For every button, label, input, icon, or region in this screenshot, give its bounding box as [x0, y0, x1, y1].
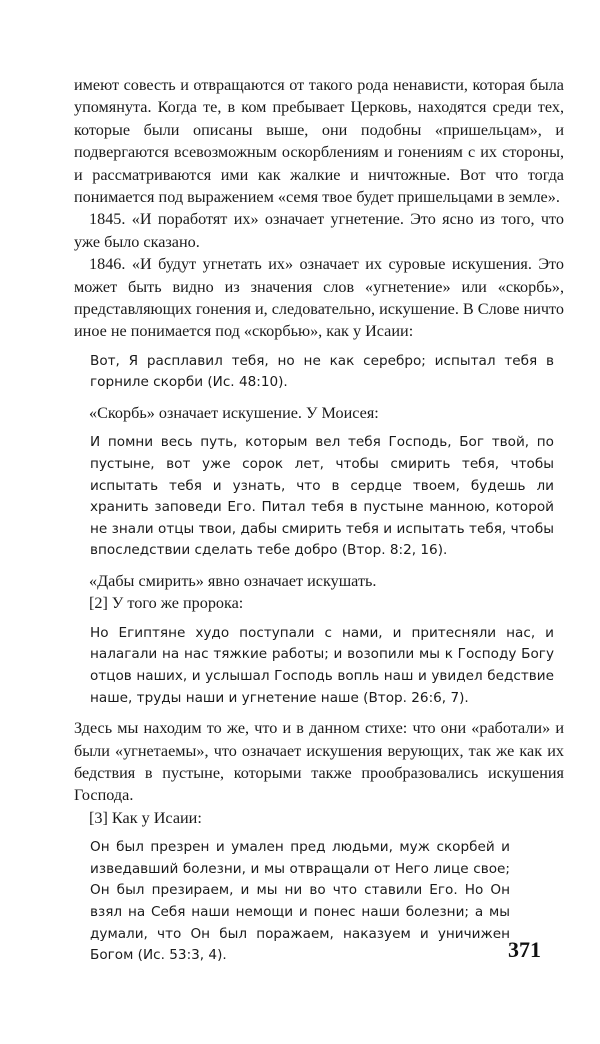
paragraph-affliction: «Скорбь» означает искушение. У Моисея:	[89, 404, 379, 423]
paragraph-section-3: [3] Как у Исаии:	[89, 808, 202, 827]
quote-deuteronomy-26: Но Египтяне худо поступали с нами, и притесняли нас, и налагали на нас тяжкие работы; и возопили мы к Господу Богу отцов наших, и услышал Господь вопль наш и увидел бедствие наше, труды наши и угнетение наше (Втор. 26:6, 7).	[90, 624, 554, 706]
page-number: 371	[508, 937, 541, 962]
paragraph-section-2: [2] У того же пророка:	[89, 594, 244, 613]
book-page	[74, 74, 564, 975]
quote-isaiah-53: Он был презрен и умален пред людьми, муж скорбей и изведавший болезни, и мы отвращали от Него лице свое; Он был презираем, и мы ни во что ставили Его. Но Он взял на Себя наши немощи и понес наши болезни; а мы думали, что Он был поражаем, наказуем и уничижен Богом (Ис. 53:3, 4).	[90, 839, 510, 964]
quote-deuteronomy-8: И помни весь путь, которым вел тебя Господь, Бог твой, по пустыне, вот уже сорок лет, чтобы смирить тебя, чтобы испытать тебя и узнать, что в сердце твоем, будешь ли хранить заповеди Его. Питал тебя в пустыне манною, которой не знали отцы твои, дабы смирить тебя и испытать тебя, чтобы впоследствии сделать тебе добро (Втор. 8:2, 16).	[90, 434, 554, 559]
paragraph-here-we-find: Здесь мы находим то же, что и в данном стихе: что они «работали» и были «угнетаемы», что означает искушения верующих, так же как их бедствия в пустыне, которыми также прообразовались искушения Господа.	[74, 719, 564, 805]
paragraph-1846: 1846. «И будут угнетать их» означает их суровые искушения. Это может быть видно из значения слов «угнетение» или «скорбь», представляющих гонения и, следовательно, искушение. В Слове ничто иное не понимается под «скорбью», как у Исаии:	[74, 255, 564, 341]
paragraph-humble: «Дабы смирить» явно означает искушать.	[89, 572, 377, 591]
paragraph-continuation: имеют совесть и отвращаются от такого рода ненависти, которая была упомянута. Когда те, в ком пребывает Церковь, находятся среди тех, которые были описаны выше, они подобны «пришельцам», и подвергаются всевозможным оскорблениям и гонениям с их стороны, и рассматриваются ими как жалкие и ничтожные. Вот что тогда понимается под выражением «семя твое будет пришельцами в земле».	[74, 76, 564, 207]
quote-isaiah-48: Вот, Я расплавил тебя, но не как серебро; испытал тебя в горниле скорби (Ис. 48:10).	[90, 352, 554, 391]
paragraph-1845: 1845. «И поработят их» означает угнетение. Это ясно из того, что уже было сказано.	[74, 210, 564, 251]
